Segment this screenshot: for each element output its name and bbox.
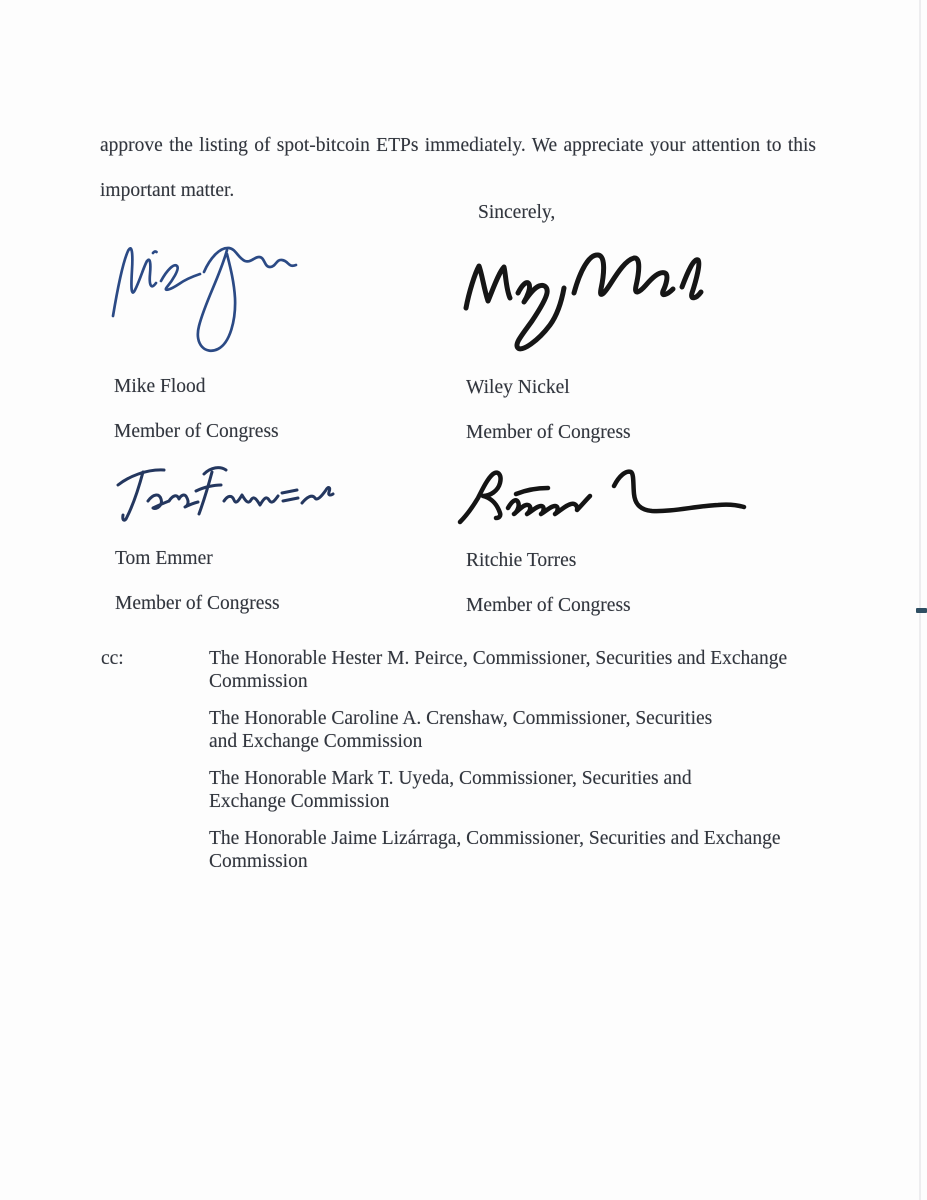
signatory-block-wiley-nickel [466,353,631,467]
cc-entry-line: Exchange Commission [209,790,390,812]
signatory-name: Mike Flood [114,375,206,397]
cc-entry-line: Commission [209,850,308,872]
signatory-name: Wiley Nickel [466,376,570,398]
closing-salutation: Sincerely, [478,202,556,223]
cc-entry [209,828,787,873]
paragraph-line-1: approve the listing of spot-bitcoin ETPs immediately. We appreciate your attention to this [100,134,816,156]
cc-entry [209,708,787,753]
signature-wiley-nickel [458,246,708,354]
cc-entry-line: Commission [209,670,308,692]
signatory-title: Member of Congress [114,421,279,442]
signatory-name: Tom Emmer [115,547,213,569]
cc-entry-line: The Honorable Jaime Lizárraga, Commissioner, Securities and Exchange [209,828,781,849]
cc-entry [209,768,787,813]
letter-paragraph [100,112,816,225]
paragraph-line-2: important matter. [100,179,235,201]
signatory-name: Ritchie Torres [466,549,577,571]
cc-entry-line: The Honorable Hester M. Peirce, Commissioner, Securities and Exchange [209,648,788,669]
signatory-block-mike-flood [114,352,279,466]
signatory-block-tom-emmer [115,524,280,638]
scan-edge-dash [916,608,927,613]
signatory-title: Member of Congress [466,422,631,443]
signature-mike-flood [106,236,301,358]
signatory-title: Member of Congress [466,595,631,616]
cc-entry [209,648,787,693]
cc-list [209,648,787,888]
cc-label: cc: [101,648,124,669]
signatory-title: Member of Congress [115,593,280,614]
signatory-block-ritchie-torres [466,526,631,640]
signature-tom-emmer [112,455,352,529]
cc-entry-line: The Honorable Caroline A. Crenshaw, Commissioner, Securities [209,708,713,729]
signature-ritchie-torres [456,460,751,530]
cc-entry-line: The Honorable Mark T. Uyeda, Commissioner, Securities and [209,768,692,789]
scan-edge-line [919,0,921,1200]
cc-entry-line: and Exchange Commission [209,730,423,752]
